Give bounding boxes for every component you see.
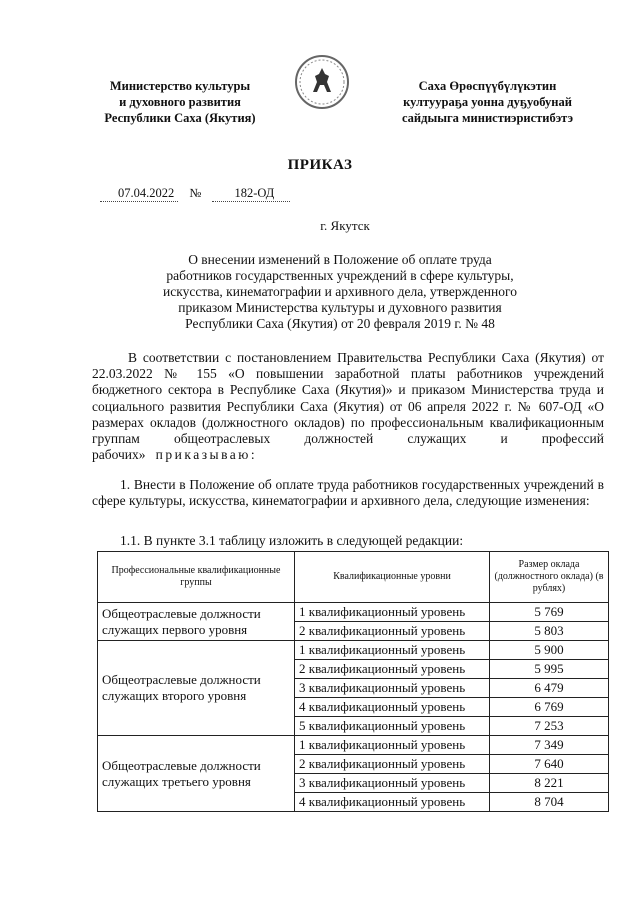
item-1-paragraph: 1. Внести в Положение об оплате труда работников государственных учреждений в сфере культуры, искусства, кинематографии и архивного дела, следующие изменения: [92,477,604,509]
level-cell: 1 квалификационный уровень [295,603,490,622]
order-date: 07.04.2022 [100,186,178,202]
salary-cell: 5 900 [490,641,609,660]
level-cell: 5 квалификационный уровень [295,717,490,736]
subject-line: приказом Министерства культуры и духовного развития [178,300,502,315]
level-cell: 3 квалификационный уровень [295,679,490,698]
salary-cell: 6 479 [490,679,609,698]
order-city: г. Якутск [320,218,370,233]
level-cell: 2 квалификационный уровень [295,755,490,774]
subject-line: О внесении изменений в Положение об оплате труда [188,252,492,267]
coat-of-arms-emblem-icon [291,54,353,110]
level-cell: 1 квалификационный уровень [295,641,490,660]
group-cell: Общеотраслевые должности служащих третьего уровня [98,736,295,812]
ministry-line: Саха Өрөспүүбүлүкэтин [418,79,557,93]
ministry-line: и духовного развития [119,95,241,109]
subject-line: Республики Саха (Якутия) от 20 февраля 2019 г. № 48 [185,316,495,331]
table-row [98,603,609,622]
group-cell: Общеотраслевые должности служащих первого уровня [98,603,295,641]
order-word: приказываю: [155,447,258,463]
salary-cell: 7 253 [490,717,609,736]
salary-cell: 5 803 [490,622,609,641]
order-subject [120,252,560,332]
ministry-line: Республики Саха (Якутия) [104,111,256,125]
preamble-paragraph [92,350,604,463]
ministry-name-russian [80,78,280,126]
subject-line: работников государственных учреждений в сфере культуры, [166,268,514,283]
table-row [98,641,609,660]
order-number-label: № [189,186,202,200]
level-cell: 4 квалификационный уровень [295,793,490,812]
salary-table [97,551,609,812]
group-cell: Общеотраслевые должности служащих второго уровня [98,641,295,736]
document-title: ПРИКАЗ [287,157,353,173]
salary-cell: 8 704 [490,793,609,812]
level-cell: 3 квалификационный уровень [295,774,490,793]
header-level: Квалификационные уровни [295,552,490,603]
header-group: Профессиональные квалификационные группы [98,552,295,603]
salary-cell: 7 349 [490,736,609,755]
table-header-row [98,552,609,603]
header-salary: Размер оклада (должностного оклада) (в рублях) [490,552,609,603]
ministry-line: култуураҕа уонна дуҕуобунай [403,95,572,109]
level-cell: 1 квалификационный уровень [295,736,490,755]
ministry-name-yakut [380,78,595,126]
preamble-text: В соответствии с постановлением Правительства Республики Саха (Якутия) от 22.03.2022 № 155 «О повышении заработной платы работников учреждений бюджетного сектора в Республике Саха (Якутия)» и приказом Министерства труда и социального развития Республики Саха (Якутия) от 06 апреля 2022 г. № 607-ОД «О размерах окладов (должностного окладов) по профессиональным квалификационным группам общеотраслевых должностей служащих и профессий рабочих» [92,350,604,463]
subject-line: искусства, кинематографии и архивного дела, утвержденного [163,284,517,299]
level-cell: 2 квалификационный уровень [295,660,490,679]
item-1-1-paragraph: 1.1. В пункте 3.1 таблицу изложить в следующей редакции: [120,533,464,548]
salary-cell: 8 221 [490,774,609,793]
level-cell: 4 квалификационный уровень [295,698,490,717]
ministry-line: Министерство культуры [109,79,251,93]
salary-cell: 5 995 [490,660,609,679]
salary-cell: 7 640 [490,755,609,774]
table-row [98,736,609,755]
salary-cell: 6 769 [490,698,609,717]
salary-cell: 5 769 [490,603,609,622]
order-meta [100,186,290,202]
level-cell: 2 квалификационный уровень [295,622,490,641]
order-number: 182-ОД [212,186,290,202]
ministry-line: сайдыыга министиэристибэтэ [401,111,573,125]
